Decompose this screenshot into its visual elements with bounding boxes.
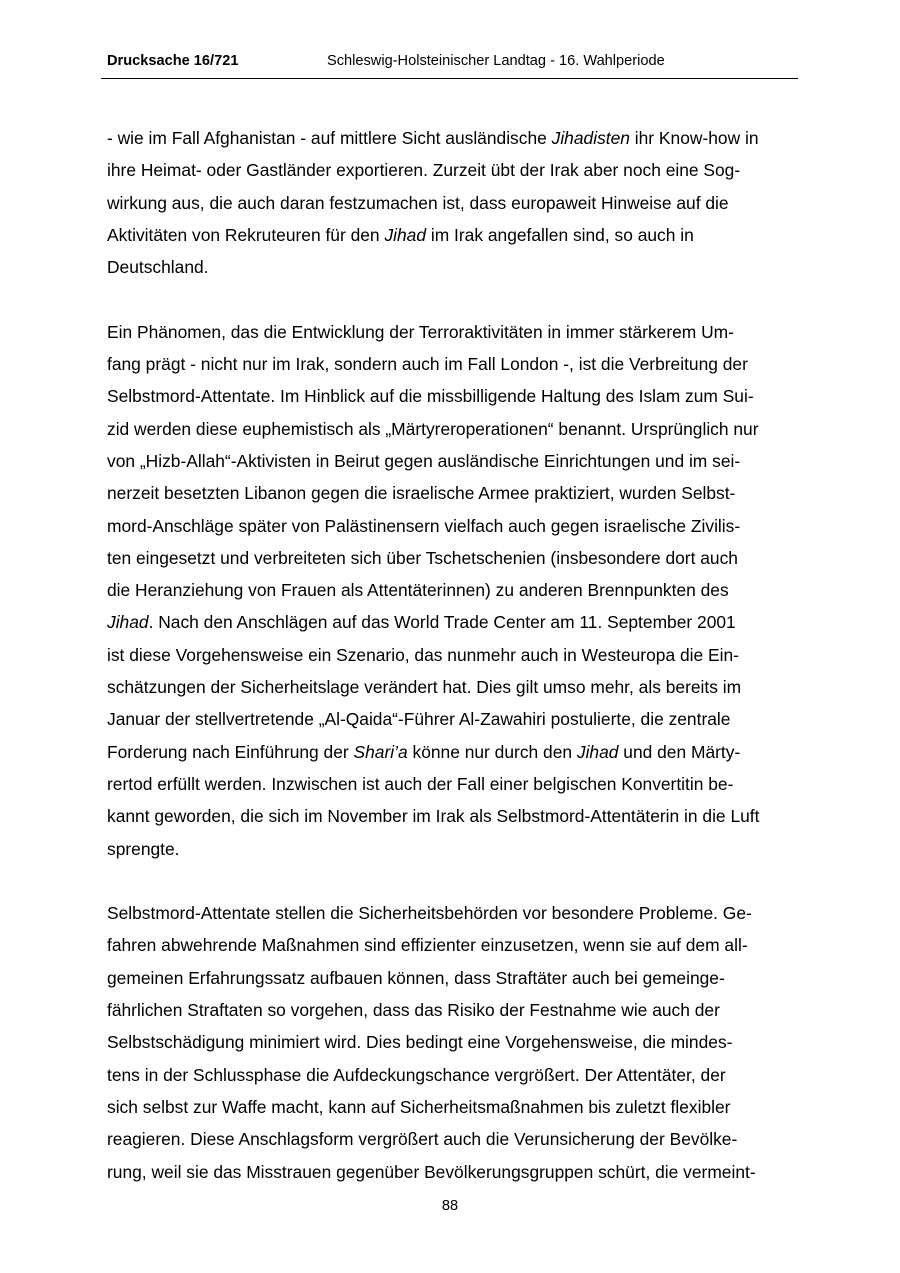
text-run: sprengte. [107,838,180,859]
text-run: nerzeit besetzten Libanon gegen die israelische Armee praktiziert, wurden Selbst- [107,483,736,504]
text-line [107,445,797,477]
italic-term: Jihad [384,224,427,245]
text-line [107,1156,797,1188]
text-line [107,671,797,703]
text-run: Deutschland. [107,257,209,278]
text-line [107,1026,797,1058]
text-line [107,800,797,832]
italic-term: Jihad [576,741,619,762]
paragraph [107,897,797,1188]
text-line [107,736,797,768]
text-line [107,639,797,671]
text-line [107,477,797,509]
text-run: zid werden diese euphemistisch als „Märtyreroperationen“ benannt. Ursprünglich nur [107,418,759,439]
italic-term: Jihad [107,612,149,633]
text-line [107,929,797,961]
text-line [107,1123,797,1155]
text-line [107,413,797,445]
text-run: die Heranziehung von Frauen als Attentäterinnen) zu anderen Brennpunkten des [107,580,729,601]
italic-term: Shari’a [353,741,408,762]
text-run: ten eingesetzt und verbreiteten sich über Tschetschenien (insbesondere dort auch [107,547,738,568]
text-line [107,187,797,219]
text-run: ihr Know-how in [629,128,759,148]
text-run: reagieren. Diese Anschlagsform vergrößert auch die Verunsicherung der Bevölke- [107,1129,738,1150]
text-line [107,897,797,929]
text-line [107,962,797,994]
text-run: ist diese Vorgehensweise ein Szenario, das nunmehr auch in Westeuropa die Ein- [107,644,739,665]
text-run: im Irak angefallen sind, so auch in [426,224,694,245]
text-run: und den Märty- [618,741,741,762]
page-header [101,50,798,79]
text-run: Selbstschädigung minimiert wird. Dies bedingt eine Vorgehensweise, die mindes- [107,1032,733,1053]
paragraph-gap [107,283,797,315]
paragraph [107,122,797,283]
text-line [107,768,797,800]
text-run: Ein Phänomen, das die Entwicklung der Terroraktivitäten in immer stärkerem Um- [107,321,734,342]
text-run: könne nur durch den [407,741,577,762]
text-line [107,348,797,380]
text-line [107,574,797,606]
text-run: . Nach den Anschlägen auf das World Trade Center am 11. September 2001 [148,612,736,633]
page-number: 88 [441,1198,459,1214]
text-line [107,219,797,251]
text-run: fang prägt - nicht nur im Irak, sondern auch im Fall London -, ist die Verbreitung der [107,354,748,375]
text-run: fahren abwehrende Maßnahmen sind effizienter einzusetzen, wenn sie auf dem all- [107,935,748,956]
text-line [107,316,797,348]
paragraph [107,316,797,865]
text-line [107,122,797,154]
text-run: Selbstmord-Attentate. Im Hinblick auf die missbilligende Haltung des Islam zum Sui- [107,386,754,407]
text-run: kannt geworden, die sich im November im Irak als Selbstmord-Attentäterin in die Luft [107,806,760,827]
text-run: mord-Anschläge später von Palästinensern vielfach auch gegen israelische Zivilis- [107,515,741,536]
text-run: tens in der Schlussphase die Aufdeckungschance vergrößert. Der Attentäter, der [107,1064,726,1085]
text-line [107,510,797,542]
text-line [107,833,797,865]
text-line [107,994,797,1026]
text-line [107,1059,797,1091]
text-run: Aktivitäten von Rekruteuren für den [107,224,385,245]
text-run: sich selbst zur Waffe macht, kann auf Sicherheitsmaßnahmen bis zuletzt flexibler [107,1096,731,1117]
text-run: rung, weil sie das Misstrauen gegenüber Bevölkerungsgruppen schürt, die vermeint- [107,1161,756,1182]
text-line [107,251,797,283]
text-run: schätzungen der Sicherheitslage verändert hat. Dies gilt umso mehr, als bereits im [107,677,742,698]
text-run: gemeinen Erfahrungssatz aufbauen können, dass Straftäter auch bei gemeinge- [107,967,725,988]
text-run: von „Hizb-Allah“-Aktivisten in Beirut gegen ausländische Einrichtungen und im sei- [107,450,741,471]
paragraph-gap [107,865,797,897]
text-line [107,154,797,186]
text-run: rertod erfüllt werden. Inzwischen ist auch der Fall einer belgischen Konvertitin be- [107,773,734,794]
text-run: Selbstmord-Attentate stellen die Sicherheitsbehörden vor besondere Probleme. Ge- [107,903,752,924]
text-line [107,1091,797,1123]
document-title: Schleswig-Holsteinischer Landtag - 16. Wahlperiode [327,53,665,69]
body-text [107,122,797,1188]
text-line [107,606,797,638]
text-line [107,703,797,735]
italic-term: Jihadisten [551,128,630,148]
text-run: ihre Heimat- oder Gastländer exportieren. Zurzeit übt der Irak aber noch eine Sog- [107,160,741,181]
text-run: Forderung nach Einführung der [107,741,354,762]
text-run: wirkung aus, die auch daran festzumachen ist, dass europaweit Hinweise auf die [107,192,729,213]
text-run: fährlichen Straftaten so vorgehen, dass das Risiko der Festnahme wie auch der [107,1000,720,1021]
document-number: Drucksache 16/721 [107,53,239,69]
text-line [107,542,797,574]
text-run: - wie im Fall Afghanistan - auf mittlere Sicht ausländische [107,128,552,148]
text-line [107,380,797,412]
text-run: Januar der stellvertretende „Al-Qaida“-Führer Al-Zawahiri postulierte, die zentrale [107,709,731,730]
